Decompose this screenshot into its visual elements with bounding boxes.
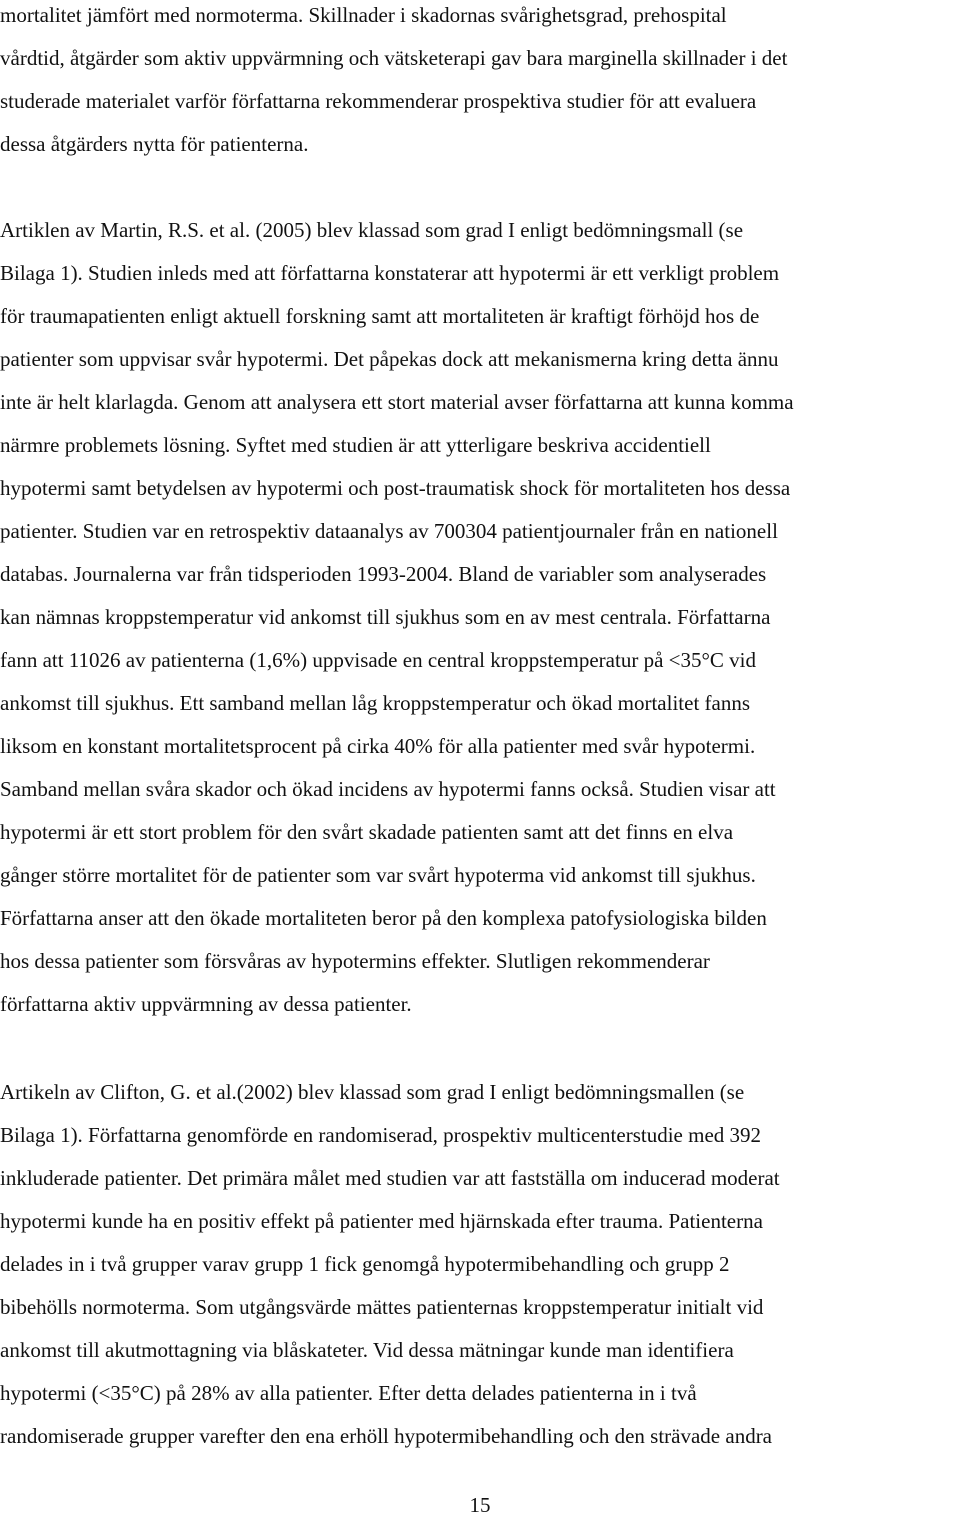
page-number: 15 [469,1493,491,1517]
text-line: författarna aktiv uppvärmning av dessa patienter. [0,992,412,1016]
text-line: mortalitet jämfört med normoterma. Skillnader i skadornas svårighetsgrad, prehospital [0,3,727,27]
text-line: ankomst till akutmottagning via blåskateter. Vid dessa mätningar kunde man identifiera [0,1338,734,1362]
text-line: studerade materialet varför författarna rekommenderar prospektiva studier för att evaluera [0,89,757,113]
text-line: hypotermi är ett stort problem för den svårt skadade patienten samt att det finns en elva [0,820,734,844]
text-line: fann att 11026 av patienterna (1,6%) uppvisade en central kroppstemperatur på <35°C vid [0,648,756,672]
text-line: Författarna anser att den ökade mortaliteten beror på den komplexa patofysiologiska bilden [0,906,767,930]
text-line: vårdtid, åtgärder som aktiv uppvärmning och vätsketerapi gav bara marginella skillnader i det [0,46,788,70]
text-line: patienter som uppvisar svår hypotermi. Det påpekas dock att mekanismerna kring detta ännu [0,347,779,371]
text-line: gånger större mortalitet för de patienter som var svårt hypoterma vid ankomst till sjukhus. [0,863,756,887]
text-line: hypotermi samt betydelsen av hypotermi och post-traumatisk shock för mortaliteten hos dessa [0,476,791,500]
text-line: Bilaga 1). Studien inleds med att författarna konstaterar att hypotermi är ett verkligt problem [0,261,780,285]
text-line: randomiserade grupper varefter den ena erhöll hypotermibehandling och den strävade andra [0,1424,773,1448]
text-line: för traumapatienten enligt aktuell forskning samt att mortaliteten är kraftigt förhöjd hos de [0,304,760,328]
text-line: hypotermi (<35°C) på 28% av alla patienter. Efter detta delades patienterna in i två [0,1381,697,1405]
text-line: inte är helt klarlagda. Genom att analysera ett stort material avser författarna att kunna komma [0,390,794,414]
text-line: Samband mellan svåra skador och ökad incidens av hypotermi fanns också. Studien visar att [0,777,776,801]
text-line: databas. Journalerna var från tidsperioden 1993-2004. Bland de variabler som analyserades [0,562,767,586]
text-line: liksom en konstant mortalitetsprocent på cirka 40% för alla patienter med svår hypotermi. [0,734,756,758]
text-line: Artiklen av Martin, R.S. et al. (2005) blev klassad som grad I enligt bedömningsmall (se [0,218,744,242]
text-line: hypotermi kunde ha en positiv effekt på patienter med hjärnskada efter trauma. Patienterna [0,1209,763,1233]
text-line: bibehölls normoterma. Som utgångsvärde mättes patienternas kroppstemperatur initialt vid [0,1295,764,1319]
text-line: delades in i två grupper varav grupp 1 fick genomgå hypotermibehandling och grupp 2 [0,1252,730,1276]
text-line: inkluderade patienter. Det primära målet med studien var att fastställa om inducerad moderat [0,1166,780,1190]
text-line: hos dessa patienter som försvåras av hypotermins effekter. Slutligen rekommenderar [0,949,710,973]
text-line: ankomst till sjukhus. Ett samband mellan låg kroppstemperatur och ökad mortalitet fanns [0,691,751,715]
text-line: Artikeln av Clifton, G. et al.(2002) blev klassad som grad I enligt bedömningsmallen (se [0,1080,745,1104]
text-line: närmre problemets lösning. Syftet med studien är att ytterligare beskriva accidentiell [0,433,711,457]
text-line: dessa åtgärders nytta för patienterna. [0,132,309,156]
text-line: kan nämnas kroppstemperatur vid ankomst till sjukhus som en av mest centrala. Författarna [0,605,771,629]
text-line: patienter. Studien var en retrospektiv dataanalys av 700304 patientjournaler från en nationell [0,519,778,543]
text-line: Bilaga 1). Författarna genomförde en randomiserad, prospektiv multicenterstudie med 392 [0,1123,762,1147]
